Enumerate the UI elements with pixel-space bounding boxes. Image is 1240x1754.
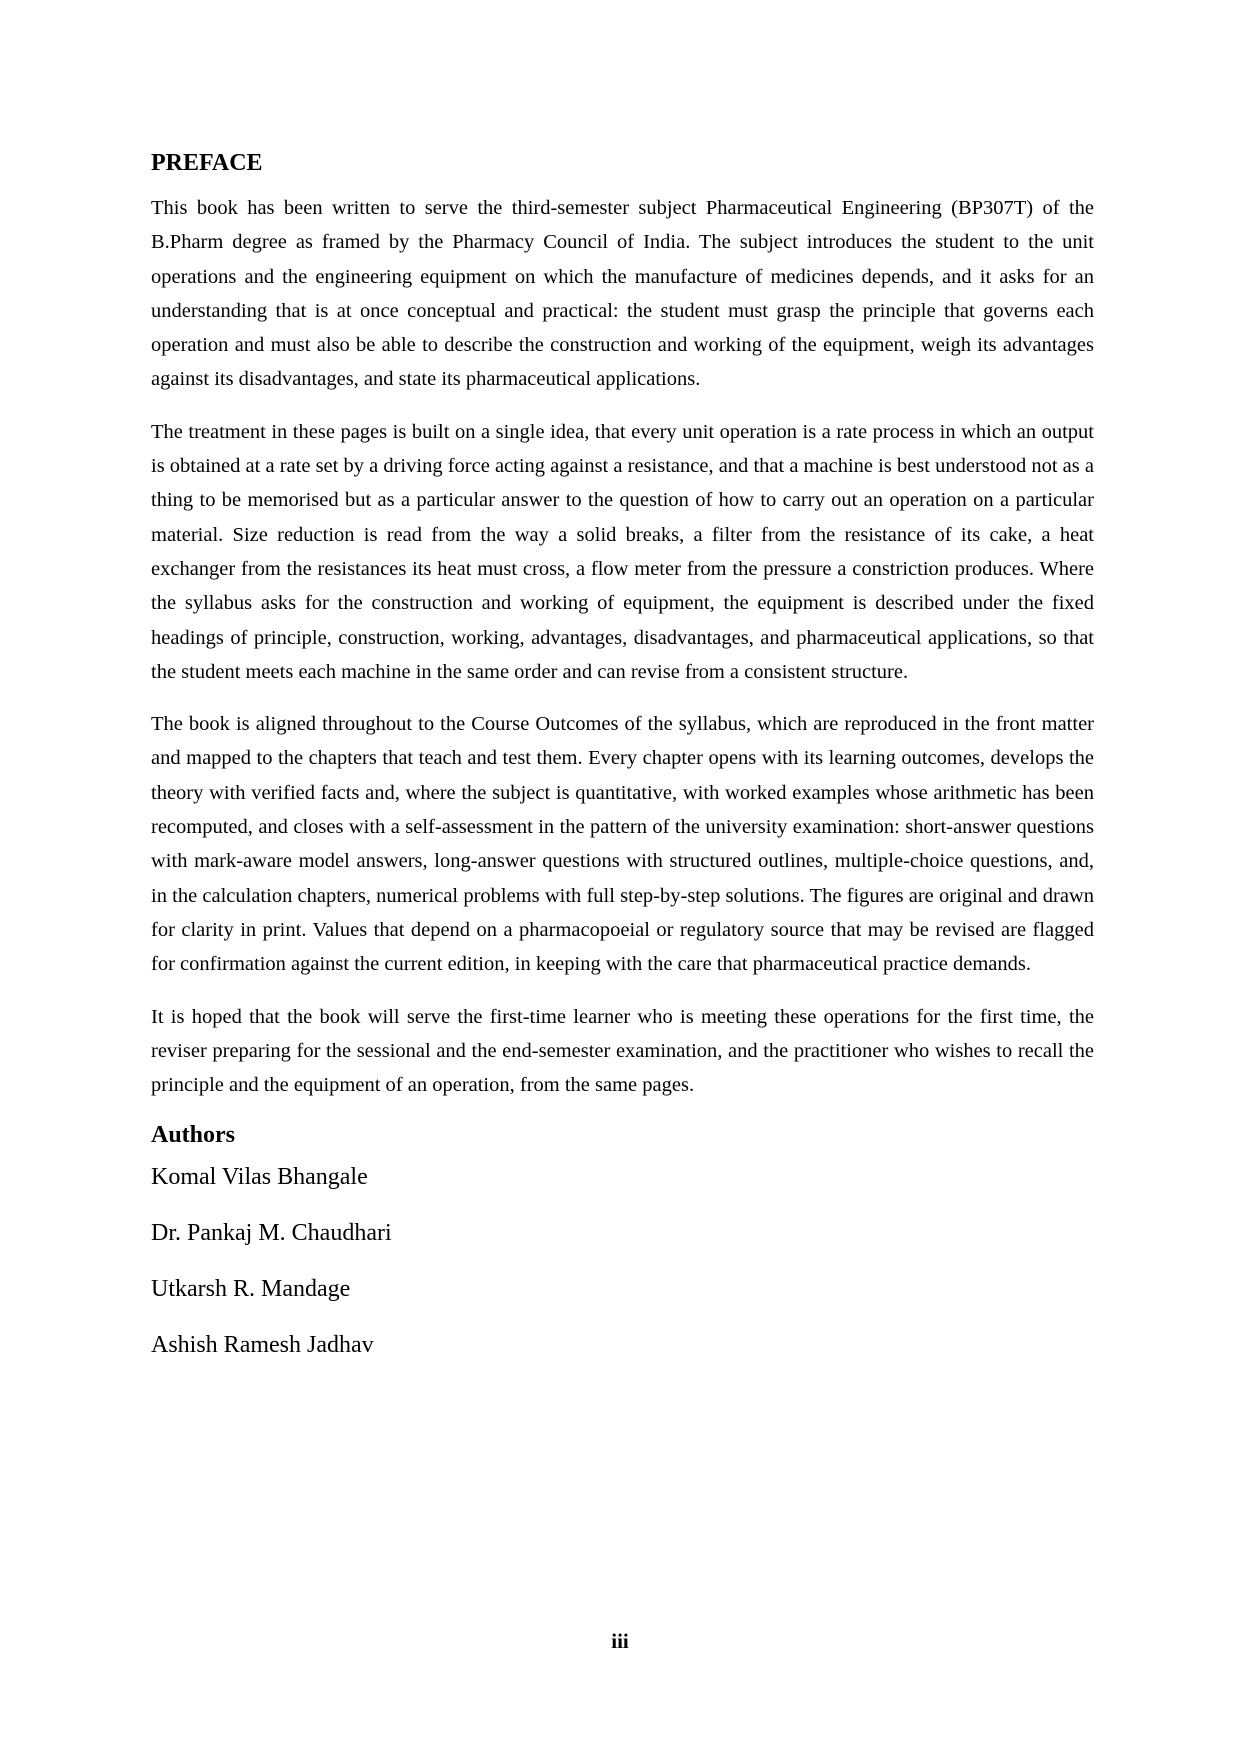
author-name: Ashish Ramesh Jadhav [151,1332,374,1359]
preface-paragraph-1: This book has been written to serve the third-semester subject Pharmaceutical Engineering (BP307T) of the B.Pharm degree as framed by the Pharmacy Council of India. The subject introduces the student to the unit operations and the engineering equipment on which the manufacture of medicines depends, and it asks for an understanding that is at once conceptual and practical: the student must grasp the principle that governs each operation and must also be able to describe the construction and working of the equipment, weigh its advantages against its disadvantages, and state its pharmaceutical applications. [151,197,1094,391]
preface-paragraph-3: The book is aligned throughout to the Course Outcomes of the syllabus, which are reproduced in the front matter and mapped to the chapters that teach and test them. Every chapter opens with its learning outcomes, develops the theory with verified facts and, where the subject is quantitative, with worked examples whose arithmetic has been recomputed, and closes with a self-assessment in the pattern of the university examination: short-answer questions with mark-aware model answers, long-answer questions with structured outlines, multiple-choice questions, and, in the calculation chapters, numerical problems with full step-by-step solutions. The figures are original and drawn for clarity in print. Values that depend on a pharmacopoeial or regulatory source that may be revised are flagged for confirmation against the current edition, in keeping with the care that pharmaceutical practice demands. [151,713,1094,976]
preface-heading: PREFACE [151,150,263,176]
author-name: Komal Vilas Bhangale [151,1164,368,1191]
preface-paragraph-2: The treatment in these pages is built on a single idea, that every unit operation is a rate process in which an output is obtained at a rate set by a driving force acting against a resistance, and that a machine is best understood not as a thing to be memorised but as a particular answer to the question of how to carry out an operation on a particular material. Size reduction is read from the way a solid breaks, a filter from the resistance of its cake, a heat exchanger from the resistances its heat must cross, a flow meter from the pressure a constriction produces. Where the syllabus asks for the construction and working of equipment, the equipment is described under the fixed headings of principle, construction, working, advantages, disadvantages, and pharmaceutical applications, so that the student meets each machine in the same order and can revise from a consistent structure. [151,420,1094,683]
page-content [151,148,1094,1386]
preface-paragraph-4: It is hoped that the book will serve the first-time learner who is meeting these operations for the first time, the reviser preparing for the sessional and the end-semester examination, and the practitioner who wishes to recall the principle and the equipment of an operation, from the same pages. [151,1005,1094,1097]
page-number: iii [611,1629,629,1653]
author-name: Dr. Pankaj M. Chaudhari [151,1220,392,1247]
authors-heading: Authors [151,1122,236,1149]
author-name: Utkarsh R. Mandage [151,1276,351,1303]
